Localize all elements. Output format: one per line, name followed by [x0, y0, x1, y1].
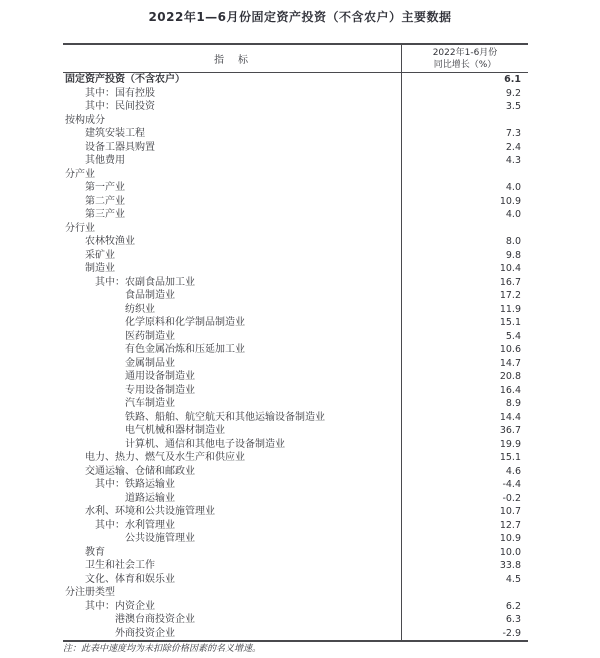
row-value: 9.2 [505, 87, 521, 99]
table-row [63, 195, 528, 209]
table-row [63, 465, 528, 479]
table-row [63, 532, 528, 546]
row-label: 其中：水利管理业 [63, 519, 402, 533]
row-label: 有色金属冶炼和压延加工业 [63, 343, 402, 357]
row-label: 第二产业 [63, 195, 402, 209]
table-row [63, 73, 528, 87]
row-label: 纺织业 [63, 303, 402, 317]
row-value: 10.7 [499, 506, 521, 517]
row-label: 公共设施管理业 [63, 532, 402, 546]
table-row [63, 262, 528, 276]
row-value: 4.5 [505, 573, 521, 585]
row-value: 4.0 [505, 182, 521, 193]
row-value: 3.5 [505, 101, 521, 112]
row-label: 金属制品业 [63, 357, 402, 371]
row-label: 第三产业 [63, 208, 402, 222]
row-value: 16.4 [499, 384, 521, 396]
row-value: 15.1 [499, 452, 521, 463]
row-label: 采矿业 [63, 249, 402, 263]
row-value: -2.9 [502, 627, 521, 639]
footnote: 注：此表中速度均为未扣除价格因素的名义增速。 [63, 644, 262, 654]
row-value: 11.9 [499, 303, 521, 315]
row-label: 其中：民间投资 [63, 100, 402, 114]
table-row [63, 181, 528, 195]
table-row [63, 168, 528, 182]
table-row [63, 343, 528, 357]
table-row [63, 451, 528, 465]
row-label: 建筑安装工程 [63, 127, 402, 141]
row-label: 食品制造业 [63, 289, 402, 303]
header-period-line2: 同比增长（%） [433, 59, 497, 70]
table-row [63, 370, 528, 384]
row-label: 通用设备制造业 [63, 370, 402, 384]
table-row [63, 384, 528, 398]
row-label: 分产业 [63, 168, 402, 182]
row-value: 4.0 [505, 209, 521, 220]
row-label: 按构成分 [63, 114, 402, 128]
table-row [63, 586, 528, 600]
table-row [63, 276, 528, 290]
row-label: 专用设备制造业 [63, 384, 402, 398]
row-value [402, 168, 528, 182]
row-label: 医药制造业 [63, 330, 402, 344]
row-label: 港澳台商投资企业 [63, 613, 402, 627]
row-label: 铁路、船舶、航空航天和其他运输设备制造业 [63, 411, 402, 425]
table-row [63, 397, 528, 411]
table-row [63, 316, 528, 330]
table-row [63, 492, 528, 506]
row-label: 其中：国有控股 [63, 87, 402, 101]
row-value [402, 586, 528, 600]
row-value: 8.9 [505, 398, 521, 409]
row-value: 14.4 [499, 411, 521, 423]
table-row [63, 208, 528, 222]
row-label: 交通运输、仓储和邮政业 [63, 465, 402, 479]
row-value: -0.2 [502, 492, 521, 504]
table-row [63, 478, 528, 492]
row-label: 水利、环境和公共设施管理业 [63, 505, 402, 519]
table-row [63, 303, 528, 317]
row-label: 计算机、通信和其他电子设备制造业 [63, 438, 402, 452]
row-label: 电力、热力、燃气及水生产和供应业 [63, 451, 402, 465]
row-value: 4.3 [505, 155, 521, 166]
row-value: 4.6 [505, 465, 521, 477]
row-value: 14.7 [499, 357, 521, 369]
table-row [63, 438, 528, 452]
row-value: 10.0 [499, 546, 521, 558]
row-value: -4.4 [502, 479, 521, 490]
row-label: 制造业 [63, 262, 402, 276]
row-value: 5.4 [505, 330, 521, 342]
row-value: 6.2 [505, 600, 521, 612]
data-table [63, 43, 528, 642]
row-label: 教育 [63, 546, 402, 560]
row-value: 33.8 [499, 560, 521, 571]
row-value: 10.9 [499, 195, 521, 207]
row-value: 15.1 [499, 317, 521, 328]
row-value: 12.7 [499, 519, 521, 531]
row-label: 文化、体育和娱乐业 [63, 573, 402, 587]
row-value: 6.3 [505, 614, 521, 625]
table-row [63, 114, 528, 128]
table-row [63, 519, 528, 533]
row-value: 19.9 [499, 438, 521, 450]
table-row [63, 600, 528, 614]
table-row [63, 357, 528, 371]
table-row [63, 87, 528, 101]
row-label: 道路运输业 [63, 492, 402, 506]
row-value: 10.6 [499, 344, 521, 355]
row-label: 固定资产投资（不含农户） [63, 73, 402, 87]
row-value: 36.7 [499, 425, 521, 436]
row-label: 设备工器具购置 [63, 141, 402, 155]
row-value: 2.4 [505, 141, 521, 153]
table-row [63, 573, 528, 587]
row-value: 8.0 [505, 236, 521, 247]
table-row [63, 222, 528, 236]
table-row [63, 154, 528, 168]
table-row [63, 235, 528, 249]
row-label: 汽车制造业 [63, 397, 402, 411]
header-period-label [402, 45, 528, 72]
table-row [63, 627, 528, 641]
row-label: 第一产业 [63, 181, 402, 195]
table-row [63, 424, 528, 438]
header-period-line1: 2022年1-6月份 [432, 47, 498, 58]
row-label: 农林牧渔业 [63, 235, 402, 249]
row-value [402, 114, 528, 128]
row-value [402, 222, 528, 236]
table-row [63, 127, 528, 141]
row-label: 分行业 [63, 222, 402, 236]
row-label: 其中：铁路运输业 [63, 478, 402, 492]
row-value: 7.3 [505, 128, 521, 139]
row-value: 10.9 [499, 533, 521, 544]
row-label: 化学原料和化学制品制造业 [63, 316, 402, 330]
table-row [63, 330, 528, 344]
page-title: 2022年1—6月份固定资产投资（不含农户）主要数据 [148, 10, 452, 24]
table-row [63, 100, 528, 114]
table-row [63, 411, 528, 425]
table-row [63, 613, 528, 627]
table-row [63, 141, 528, 155]
row-value: 20.8 [499, 371, 521, 382]
table-row [63, 559, 528, 573]
row-label: 电气机械和器材制造业 [63, 424, 402, 438]
table-rows [63, 73, 528, 640]
row-value: 17.2 [499, 290, 521, 301]
row-value: 16.7 [499, 276, 521, 288]
row-label: 外商投资企业 [63, 627, 402, 641]
row-value: 10.4 [499, 263, 521, 274]
row-label: 其中：农副食品加工业 [63, 276, 402, 290]
row-label: 其他费用 [63, 154, 402, 168]
table-header [63, 45, 528, 73]
row-label: 卫生和社会工作 [63, 559, 402, 573]
row-label: 分注册类型 [63, 586, 402, 600]
row-label: 其中：内资企业 [63, 600, 402, 614]
table-row [63, 249, 528, 263]
table-row [63, 546, 528, 560]
table-row [63, 505, 528, 519]
header-indicator-label: 指 标 [63, 45, 402, 72]
row-value: 6.1 [504, 74, 521, 85]
table-row [63, 289, 528, 303]
row-value: 9.8 [505, 249, 521, 261]
